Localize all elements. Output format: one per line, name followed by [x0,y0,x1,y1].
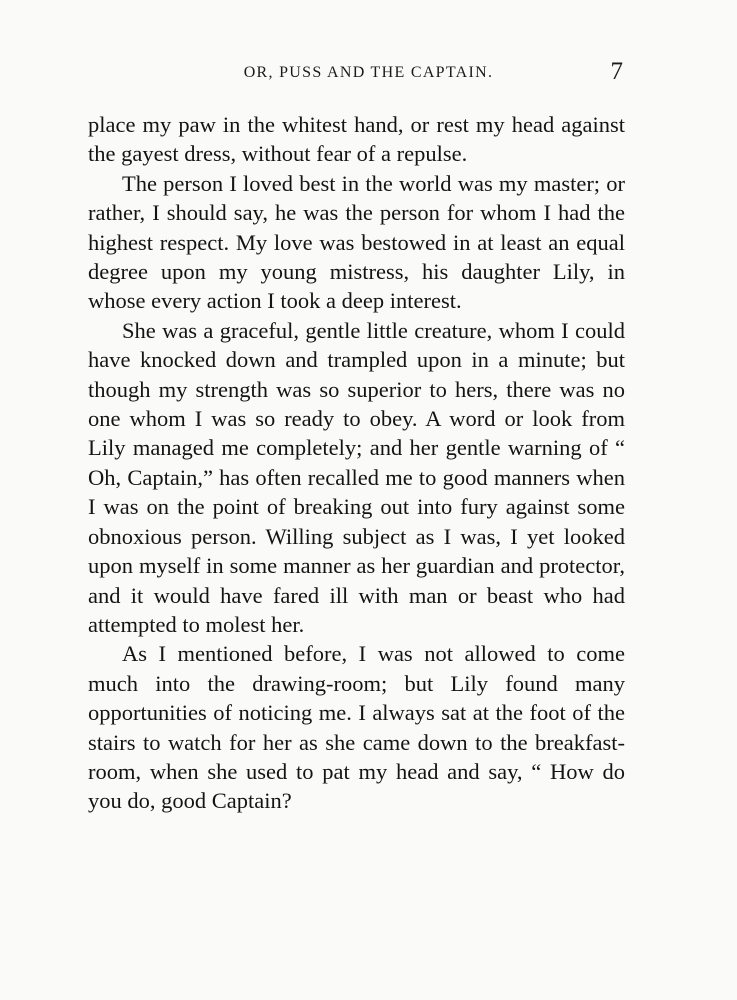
paragraph: The person I loved best in the world was my master; or rather, I should say, he was the person for whom I had the highest respect. My love was bestowed in at least an equal degree upon my young mistress, his daughter Lily, in whose every action I took a deep interest. [88,170,625,314]
paragraph: As I mentioned before, I was not allowed to come much into the drawing-room; but Lily found many opportunities of noticing me. I always sat at the foot of the stairs to watch for her as she came down to the breakfast-room, when she used to pat my head and say, “ How do you do, good Captain? [88,641,625,814]
paragraph: She was a graceful, gentle little creature, whom I could have knocked down and trampled upon in a minute; but though my strength was so superior to hers, there was no one whom I was so ready to obey. A word or look from Lily managed me completely; and her gentle warning of “ Oh, Captain,” has often recalled me to good manners when I was on the point of breaking out into fury against some obnoxious person. Willing subject as I was, I yet looked upon myself in some manner as her guardian and protector, and it would have fared ill with man or beast who had attempted to molest her. [88,317,625,637]
running-title: OR, PUSS AND THE CAPTAIN. [243,64,494,81]
running-head [0,60,737,90]
body-text [88,110,625,816]
page-number: 7 [610,58,623,85]
paragraph-continuation: place my paw in the whitest hand, or rest my head against the gayest dress, without fear of a repulse. [88,112,625,167]
